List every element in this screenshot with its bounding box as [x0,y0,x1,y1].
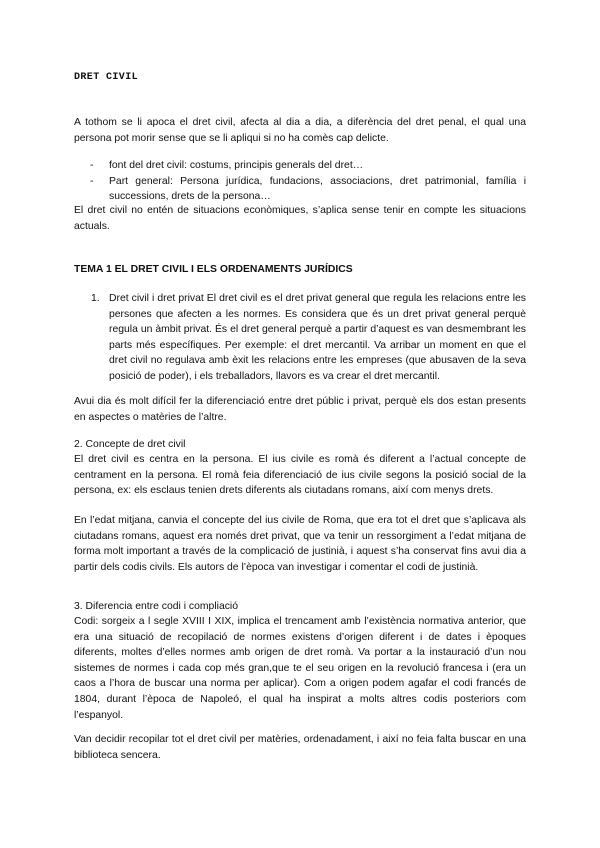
bullet-text: font del dret civil: costums, principis generals del dret… [109,160,364,171]
list-item [74,174,526,205]
item-number: 1. [91,293,100,304]
bullet-text: Part general: Persona jurídica, fundacions, associacions, dret patrimonial, família i successions, drets de la persona… [109,175,526,203]
section2-paragraph-2: En l’edat mitjana, canvia el concepte del ius civile de Roma, que era tot el dret que s’aplicava als ciutadans romans, aquest era només dret privat, que va tenir un ressorgiment a l’edat mitjana de forma molt important a través de la complicació de justinià, i aquest s’ha conservat fins avui dia a partir dels codis civils. Els autors de l’època van investigar i comentar el codi de justinià. [74,515,526,573]
section2-heading: 2. Concepte de dret civil [74,439,186,450]
document-title: DRET CIVIL [74,72,139,83]
item1-after-paragraph: Avui dia és molt difícil fer la diferenciació entre dret públic i privat, perquè els dos estan presents en aspectes o matèries de l’altre. [74,396,526,423]
list-item [74,291,526,385]
intro-after-paragraph: El dret civil no entén de situacions econòmiques, s’aplica sense tenir en compte les situacions actuals. [74,205,526,232]
item-text: Dret civil i dret privat El dret civil es el dret privat general que regula les relacions entre les persones que afecten a les normes. Es considera que és un dret privat general perquè regula un àmbit privat. És el dret general perquè a partir d’aquest es van desmembrant les parts més específiques. Per exemple: el dret mercantil. Va arribar un moment en que el dret civil no regulava amb èxit les relacions entre les empreses (que abusaven de la seva posició de poder), i els treballadors, llavors es va crear el dret mercantil. [109,293,526,382]
section3-paragraph-1: Codi: sorgeix a l segle XVIII I XIX, implica el trencament amb l’existència normativa anterior, que era una situació de recopilació de normes existens d’origen diferent i de dates i èpoques diferents, moltes d’elles normes amb origen de dret romà. Va portar a la instauració d’un nou sistemes de normes i cada cop més gran,que te el seu origen en la revolució francesa i (era un caos a l’hora de buscar una norma per aplicar). Com a origen podem agafar el codi francés de 1804, durant l’època de Napoleó, el qual ha inspirat a molts altres codis posteriors com l’espanyol. [74,616,526,721]
section2-paragraph-1: El dret civil es centra en la persona. El ius civile es romà és diferent a l’actual concepte de centrament en la persona. El romà feia diferenciació de ius civile segons la posició social de la persona, ex: els esclaus tenien drets diferents als ciutadans romans, així com menys drets. [74,454,526,497]
bullet-dash: - [90,160,94,171]
intro-bullet-list [74,158,526,205]
section3-heading: 3. Diferencia entre codi i compliació [74,601,239,612]
list-item [74,158,526,174]
section3-paragraph-2: Van decidir recopilar tot el dret civil per matèries, ordenadament, i així no feia falta buscar en una biblioteca sencera. [74,734,526,761]
intro-paragraph: A tothom se li apoca el dret civil, afecta al dia a dia, a diferència del dret penal, el qual una persona pot morir sense que se li apliqui si no ha comès cap delicte. [74,117,526,144]
tema-heading: TEMA 1 EL DRET CIVIL I ELS ORDENAMENTS JURÍDICS [74,264,353,275]
bullet-dash: - [90,175,94,187]
tema-numbered-list [74,291,526,385]
